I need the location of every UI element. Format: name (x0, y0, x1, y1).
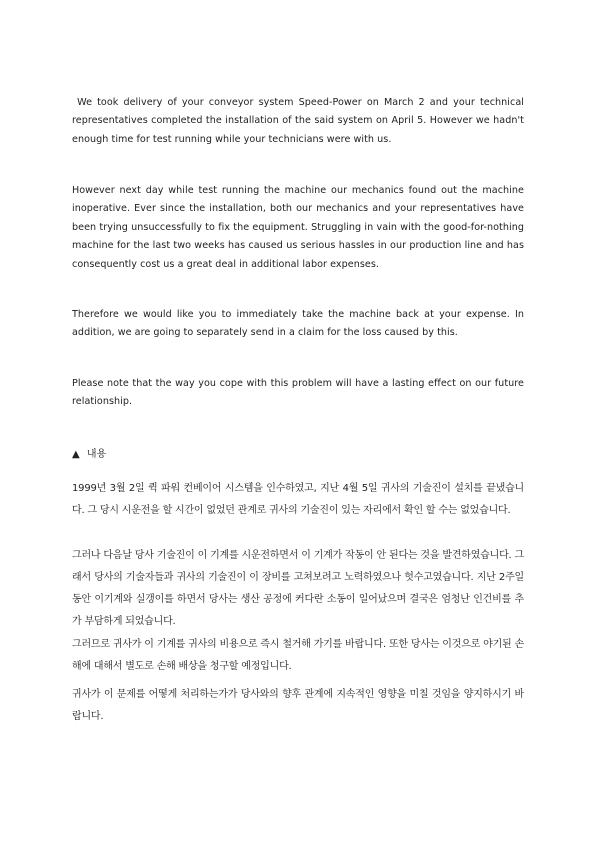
english-paragraph-1: We took delivery of your conveyor system Speed-Power on March 2 and your technical representatives completed the installation of the said system on April 5. However we hadn't enough time for test running while your technicians were with us. (72, 97, 528, 145)
korean-paragraph-1: 1999년 3월 2일 퀵 파워 컨베이어 시스템을 인수하였고, 지난 4월 5일 귀사의 기술진이 설치를 끝냈습니다. 그 당시 시운전을 할 시간이 없었던 관계로 귀사의 기술진이 있는 자리에서 확인 할 수는 없었습니다. (72, 483, 524, 516)
korean-paragraph-3: 그러므로 귀사가 이 기계를 귀사의 비용으로 즉시 철거해 가기를 바랍니다. 또한 당사는 이것으로 야기된 손해에 대해서 별도로 손해 배상을 청구할 예정입니다. (72, 639, 524, 672)
korean-paragraph-2: 그러나 다음날 당사 기술진이 이 기계를 시운전하면서 이 기계가 작동이 안 된다는 것을 발견하였습니다. 그래서 당사의 기술자들과 귀사의 기술진이 이 장비를 고쳐보려고 노력하였으나 헛수고였습니다. 지난 2주일 동안 이기계와 실갱이를 하면서 당사는 생산 공정에 커다란 소동이 일어났으며 결국은 엄청난 인건비를 추가 부담하게 되었습니다. (72, 550, 524, 627)
section-heading (72, 447, 106, 463)
english-paragraph-3: Therefore we would like you to immediately take the machine back at your expense. In addition, we are going to separately send in a claim for the loss caused by this. (72, 309, 524, 339)
english-paragraph-4: Please note that the way you cope with this problem will have a lasting effect on our future relationship. (72, 378, 524, 408)
triangle-marker-icon: ▲ (72, 449, 80, 460)
section-title: 내용 (86, 449, 107, 460)
english-paragraph-2: However next day while test running the machine our mechanics found out the machine inoperative. Ever since the installation, both our mechanics and your representatives have been trying unsuccessfully to fix the equipment. Struggling in vain with the good-for-nothing machine for the last two weeks has caused us serious hassles in our production line and has consequently cost us a great deal in additional labor expenses. (72, 185, 524, 270)
korean-paragraph-4: 귀사가 이 문제를 어떻게 처리하는가가 당사와의 향후 관계에 지속적인 영향을 미칠 것임을 양지하시기 바랍니다. (72, 689, 524, 722)
